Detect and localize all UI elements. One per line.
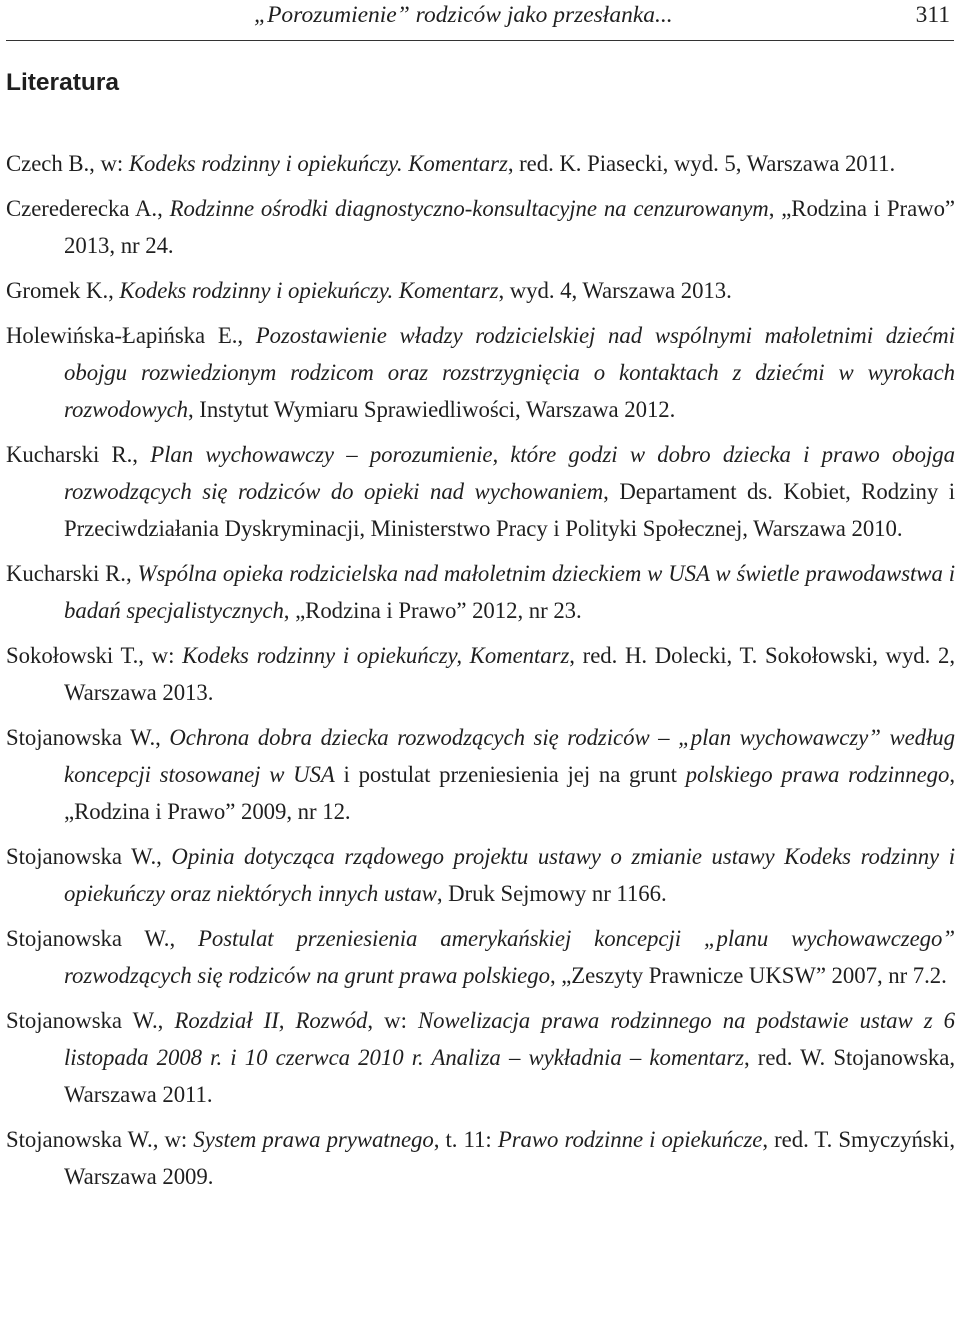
entry-text: , t. 11:	[433, 1127, 498, 1152]
entry-text: Stojanowska W., w:	[6, 1127, 194, 1152]
bibliography-list	[6, 145, 955, 1203]
bibliography-entry	[6, 838, 955, 912]
bibliography-entry	[6, 272, 955, 309]
entry-title-italic: polskiego prawa rodzinnego	[685, 762, 950, 787]
entry-text: Stojanowska W.,	[6, 725, 170, 750]
entry-title-italic: System prawa prywatnego	[193, 1127, 434, 1152]
page-number: 311	[915, 2, 950, 28]
section-title: Literatura	[6, 69, 120, 96]
bibliography-entry	[6, 190, 955, 264]
entry-text: , red. T. Smyczyński, Warszawa 2009.	[64, 1127, 955, 1189]
entry-text: Sokołowski T., w:	[6, 643, 183, 668]
entry-title-italic: Wspólna opieka rodzicielska nad małoletnim dzieckiem w USA w świetle prawodawstwa i badań specjalistycznych	[64, 561, 955, 623]
bibliography-entry	[6, 145, 955, 182]
entry-text: Stojanowska W.,	[6, 844, 172, 869]
entry-text: , „Rodzina i Prawo” 2013, nr 24.	[64, 196, 955, 258]
bibliography-entry	[6, 637, 955, 711]
entry-text: , Instytut Wymiaru Sprawiedliwości, Warszawa 2012.	[188, 397, 676, 422]
entry-title-italic: Kodeks rodzinny i opiekuńczy. Komentarz	[119, 278, 499, 303]
bibliography-entry	[6, 436, 955, 547]
entry-text: Stojanowska W.,	[6, 926, 198, 951]
entry-text: Kucharski R.,	[6, 442, 151, 467]
running-header	[6, 0, 954, 41]
entry-text: , „Rodzina i Prawo” 2012, nr 23.	[283, 598, 582, 623]
entry-title-italic: Nowelizacja prawa rodzinnego na podstawie ustaw z 6 listopada 2008 r. i 10 czerwca 2010 r. Analiza – wykładnia – komentarz	[64, 1008, 955, 1070]
bibliography-entry	[6, 719, 955, 830]
running-title: „Porozumienie” rodziców jako przesłanka...	[254, 2, 673, 28]
entry-title-italic: Kodeks rodzinny i opiekuńczy, Komentarz	[182, 643, 570, 668]
entry-text: , red. W. Stojanowska, Warszawa 2011.	[64, 1045, 955, 1107]
entry-title-italic: Rodzinne ośrodki diagnostyczno-konsultacyjne na cenzurowanym	[169, 196, 769, 221]
entry-text: , wyd. 4, Warszawa 2013.	[498, 278, 732, 303]
entry-text: , Departament ds. Kobiet, Rodziny i Przeciwdziałania Dyskryminacji, Ministerstwo Pracy i Polityki Społecznej, Warszawa 2010.	[64, 479, 955, 541]
entry-text: , „Zeszyty Prawnicze UKSW” 2007, nr 7.2.	[549, 963, 947, 988]
entry-text: , „Rodzina i Prawo” 2009, nr 12.	[64, 762, 956, 824]
entry-text: Stojanowska W.,	[6, 1008, 175, 1033]
entry-text: Czech B., w:	[6, 151, 129, 176]
entry-title-italic: Postulat przeniesienia amerykańskiej koncepcji „planu wychowawczego” rozwodzących się rodziców na grunt prawa polskiego	[64, 926, 956, 988]
entry-text: Holewińska-Łapińska E.,	[6, 323, 256, 348]
entry-text: Kucharski R.,	[6, 561, 138, 586]
entry-text: , red. K. Piasecki, wyd. 5, Warszawa 2011.	[507, 151, 896, 176]
entry-text: , w:	[367, 1008, 418, 1033]
entry-title-italic: Rozdział II, Rozwód	[174, 1008, 368, 1033]
entry-text: , red. H. Dolecki, T. Sokołowski, wyd. 2, Warszawa 2013.	[64, 643, 956, 705]
entry-text: , Druk Sejmowy nr 1166.	[436, 881, 667, 906]
entry-title-italic: Prawo rodzinne i opiekuńcze	[497, 1127, 763, 1152]
bibliography-entry	[6, 920, 955, 994]
entry-text: i postulat przeniesienia jej na grunt	[334, 762, 686, 787]
entry-title-italic: Pozostawienie władzy rodzicielskiej nad wspólnymi małoletnimi dziećmi obojgu rozwiedzionym rodzicom oraz rozstrzygnięcia o kontaktach z dziećmi w wyrokach rozwodowych	[64, 323, 956, 422]
bibliography-entry	[6, 1121, 955, 1195]
bibliography-entry	[6, 1002, 955, 1113]
bibliography-entry	[6, 555, 955, 629]
entry-text: Czerederecka A.,	[6, 196, 170, 221]
entry-text: Gromek K.,	[6, 278, 120, 303]
entry-title-italic: Ochrona dobra dziecka rozwodzących się rodziców – „plan wychowawczy” według koncepcji stosowanej w USA	[64, 725, 955, 787]
entry-title-italic: Kodeks rodzinny i opiekuńczy. Komentarz	[128, 151, 508, 176]
bibliography-entry	[6, 317, 955, 428]
entry-title-italic: Plan wychowawczy – porozumienie, które godzi w dobro dziecka i prawo obojga rozwodzących się rodziców do opieki nad wychowaniem	[64, 442, 955, 504]
entry-title-italic: Opinia dotycząca rządowego projektu ustawy o zmianie ustawy Kodeks rodzinny i opiekuńczy oraz niektórych innych ustaw	[64, 844, 955, 906]
